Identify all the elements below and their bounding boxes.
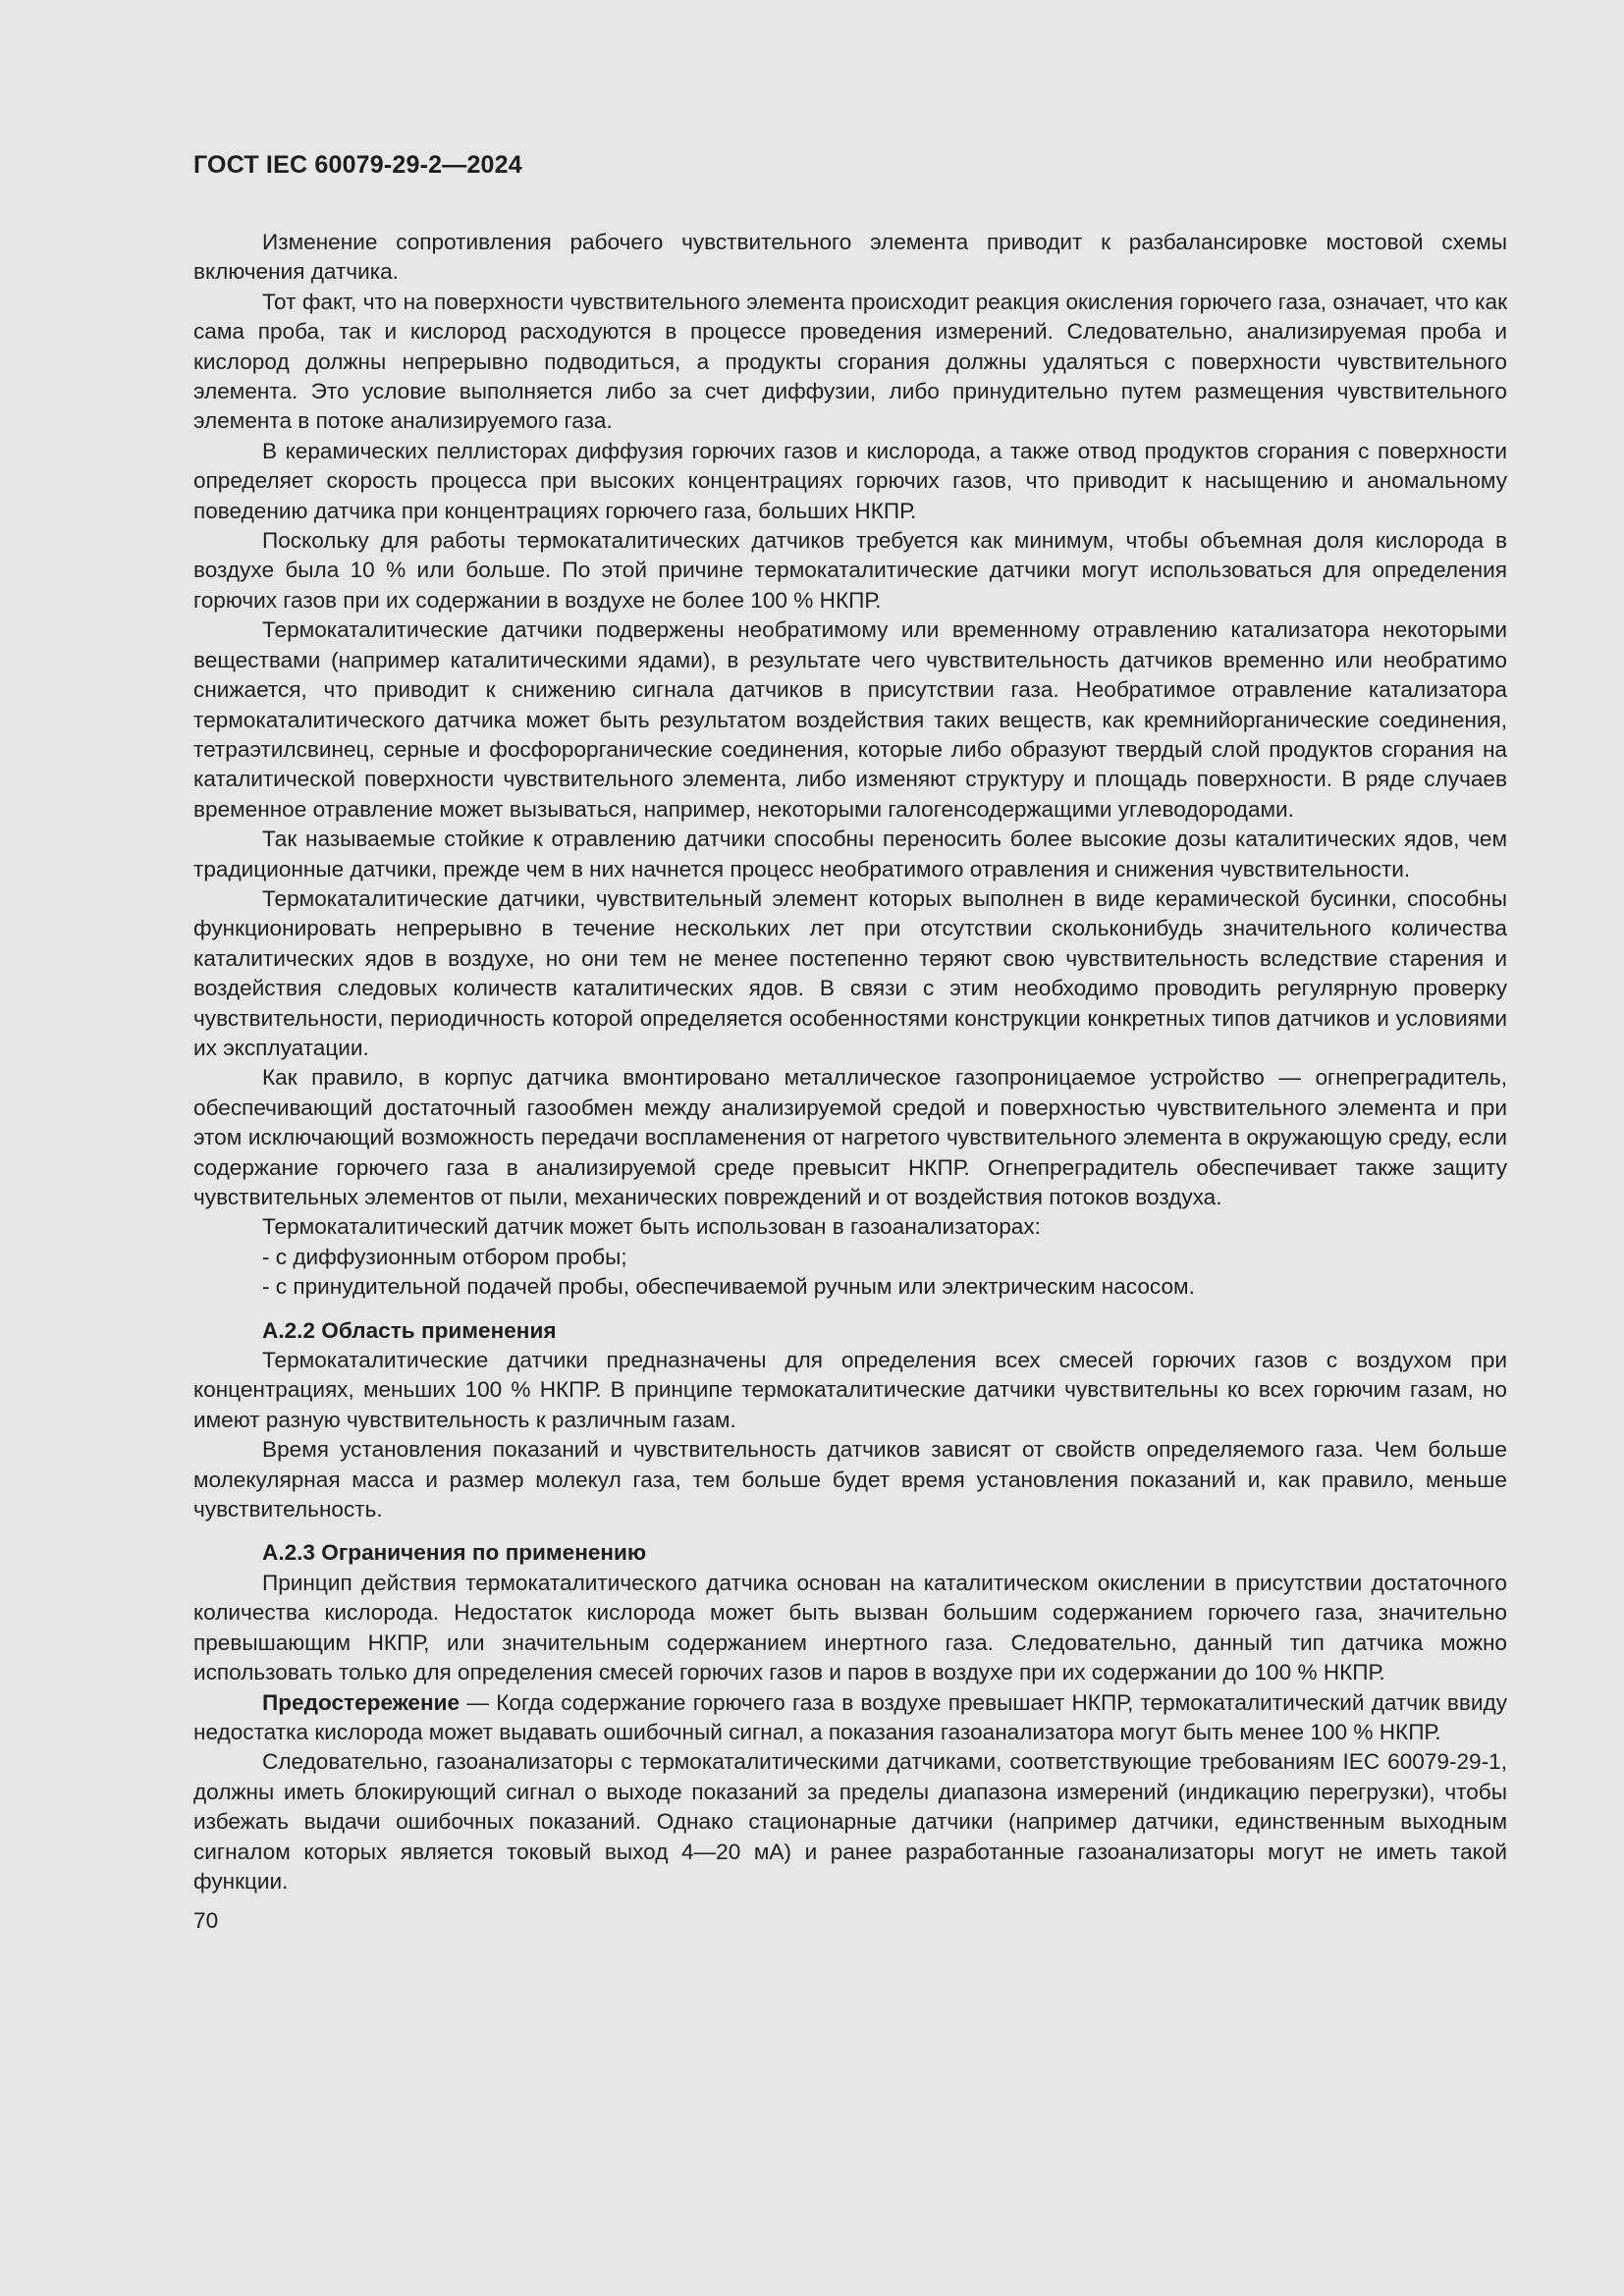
- list-item: - с диффузионным отбором пробы;: [262, 1244, 627, 1269]
- section-a23: [193, 1538, 1507, 1896]
- paragraph: Тот факт, что на поверхности чувствительного элемента происходит реакция окисления горючего газа, означает, что как сама проба, так и кислород расходуются в процессе проведения измерений. Следовательно, анализируемая проба и кислород должны непрерывно подводиться, а продукты сгорания должны удаляться с поверхности чувствительного элемента. Это условие выполняется либо за счет диффузии, либо принудительно путем размещения чувствительного элемента в потоке анализируемого газа.: [193, 289, 1507, 434]
- paragraph: Следовательно, газоанализаторы с термокаталитическими датчиками, соответствующие требованиям IEC 60079-29-1, должны иметь блокирующий сигнал о выходе показаний за пределы диапазона измерений (индикацию перегрузки), чтобы избежать выдачи ошибочных показаний. Однако стационарные датчики (например датчики, единственным выходным сигналом которых является токовый выход 4—20 мА) и ранее разработанные газоанализаторы могут не иметь такой функции.: [193, 1749, 1507, 1894]
- section-a22: [193, 1316, 1507, 1525]
- warning-label: Предостережение: [262, 1689, 460, 1715]
- document-header: ГОСТ IEC 60079-29-2—2024: [193, 151, 522, 179]
- paragraph: Принцип действия термокаталитического датчика основан на каталитическом окислении в присутствии достаточного количества кислорода. Недостаток кислорода может быть вызван большим содержанием горючего газа, значительно превышающим НКПР, или значительным содержанием инертного газа. Следовательно, данный тип датчика можно использовать только для определения смесей горючих газов и паров в воздухе при их содержании до 100 % НКПР.: [193, 1570, 1507, 1685]
- paragraph: Как правило, в корпус датчика вмонтировано металлическое газопроницаемое устройство — огнепреградитель, обеспечивающий достаточный газообмен между анализируемой средой и поверхностью чувствительного элемента и при этом исключающий возможность передачи воспламенения от нагретого чувствительного элемента в окружающую среду, если содержание горючего газа в анализируемой среде превысит НКПР. Огнепреградитель обеспечивает также защиту чувствительных элементов от пыли, механических повреждений и от воздействия потоков воздуха.: [193, 1065, 1507, 1209]
- page-number: 70: [193, 1908, 219, 1934]
- warning-paragraph: [193, 1688, 1507, 1748]
- section-title: А.2.2 Область применения: [262, 1317, 557, 1343]
- list-item: - с принудительной подачей пробы, обеспечиваемой ручным или электрическим насосом.: [262, 1274, 1195, 1300]
- paragraph: Термокаталитические датчики, чувствительный элемент которых выполнен в виде керамической бусинки, способны функционировать непрерывно в течение нескольких лет при отсутствии скольконибудь значительного количества каталитических ядов в воздухе, но они тем не менее постепенно теряют свою чувствительность вследствие старения и воздействия следовых количеств каталитических ядов. В связи с этим необходимо проводить регулярную проверку чувствительности, периодичность которой определяется особенностями конструкции конкретных типов датчиков и условиями их эксплуатации.: [193, 885, 1507, 1060]
- paragraph: Так называемые стойкие к отравлению датчики способны переносить более высокие дозы каталитических ядов, чем традиционные датчики, прежде чем в них начнется процесс необратимого отравления и снижения чувствительности.: [193, 827, 1507, 881]
- paragraph: Поскольку для работы термокаталитических датчиков требуется как минимум, чтобы объемная доля кислорода в воздухе была 10 % или больше. По этой причине термокаталитические датчики могут использоваться для определения горючих газов при их содержании в воздухе не более 100 % НКПР.: [193, 528, 1507, 613]
- paragraph: Термокаталитические датчики предназначены для определения всех смесей горючих газов с воздухом при концентрациях, меньших 100 % НКПР. В принципе термокаталитические датчики чувствительны ко всех горючим газам, но имеют разную чувствительность к различным газам.: [193, 1348, 1507, 1432]
- body-section-intro: [193, 228, 1507, 1303]
- paragraph: Изменение сопротивления рабочего чувствительного элемента приводит к разбалансировке мостовой схемы включения датчика.: [193, 230, 1507, 285]
- paragraph: В керамических пеллисторах диффузия горючих газов и кислорода, а также отвод продуктов сгорания с поверхности определяет скорость процесса при высоких концентрациях горючих газов, что приводит к насыщению и аномальному поведению датчика при концентрациях горючего газа, больших НКПР.: [193, 438, 1507, 523]
- paragraph: Термокаталитический датчик может быть использован в газоанализаторах:: [262, 1214, 1041, 1240]
- paragraph: Термокаталитические датчики подвержены необратимому или временному отравлению катализатора некоторыми веществами (например каталитическими ядами), в результате чего чувствительность датчиков временно или необратимо снижается, что приводит к снижению сигнала датчиков в присутствии газа. Необратимое отравление катализатора термокаталитического датчика может быть результатом воздействия таких веществ, как кремнийорганические соединения, тетраэтилсвинец, серные и фосфорорганические соединения, которые либо образуют твердый слой продуктов сгорания на каталитической поверхности чувствительного элемента, либо изменяют структуру и площадь поверхности. В ряде случаев временное отравление может вызываться, например, некоторыми галогенсодержащими углеводородами.: [193, 617, 1507, 822]
- section-title: А.2.3 Ограничения по применению: [262, 1540, 647, 1566]
- paragraph: Время установления показаний и чувствительность датчиков зависят от свойств определяемого газа. Чем больше молекулярная масса и размер молекул газа, тем больше будет время установления показаний и, как правило, меньше чувствительность.: [193, 1437, 1507, 1522]
- warning-text: — Когда содержание горючего газа в воздухе превышает НКПР, термокаталитический датчик ввиду недостатка кислорода может выдавать ошибочный сигнал, а показания газоанализатора могут быть менее 100 % НКПР.: [193, 1689, 1507, 1744]
- document-page: [193, 147, 1507, 1937]
